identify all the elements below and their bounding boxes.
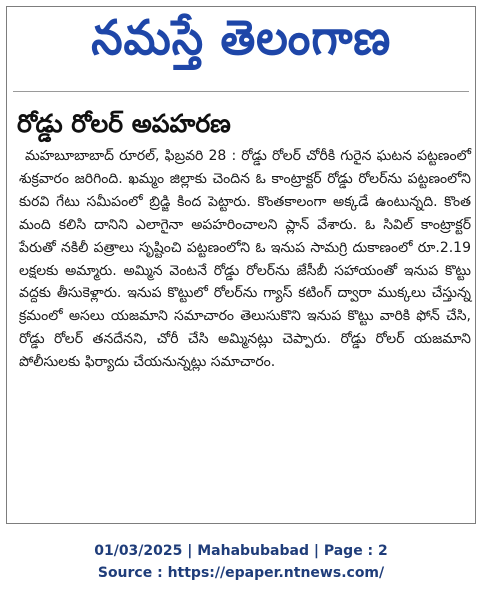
masthead-title: నమస్తే తెలంగాణ bbox=[91, 10, 391, 66]
footer-date-edition: 01/03/2025 | Mahabubabad | Page : 2 bbox=[94, 543, 388, 559]
footer-source: Source : https://epaper.ntnews.com/ bbox=[97, 565, 385, 581]
article-headline: రోడ్డు రోలర్ అపహరణ bbox=[17, 109, 231, 138]
article-body: మహబూబాబాద్ రూరల్, ఫిబ్రవరి 28 : రోడ్డు రోలర్ చోరీకి గురైన ఘటన పట్టణంలో శుక్రవారం జరిగింది. ఖమ్మం జిల్లాకు చెందిన ఓ కాంట్రాక్టర్ రోడ్డు రోలర్‌ను పట్టణంలోని కురవి గేటు సమీపంలో బ్రిడ్జి కింద పెట్టారు. కొంతకాలంగా అక్కడే ఉంటున్నది. కొంత మంది కలిసి దానిని ఎలాగైనా అపహరించాలని ప్లాన్ వేశారు. ఓ సివిల్ కాంట్రాక్టర్ పేరుతో నకిలీ పత్రాలు సృష్టించి పట్టణంలోని ఓ ఇనుప సామగ్రి దుకాణంలో రూ.2.19 లక్షలకు అమ్మారు. అమ్మిన వెంటనే రోడ్డు రోలర్‌ను జేసీబీ సహాయంతో ఇనుప కొట్టు వద్దకు తీసుకెళ్లారు. ఇనుప కొట్టులో రోలర్‌ను గ్యాస్ కటింగ్ ద్వారా ముక్కలు చేస్తున్న క్రమంలో అసలు యజమాని సమాచారం తెలుసుకొని ఇనుప కొట్టు వారికి ఫోన్ చేసి, రోడ్డు రోలర్ తనదేనని, చోరీ చేసి అమ్మినట్లు చెప్పారు. రోడ్డు రోలర్ యజమాని పోలీసులకు ఫిర్యాదు చేయనున్నట్లు సమాచారం. bbox=[19, 148, 471, 371]
masthead-divider bbox=[13, 91, 469, 92]
masthead bbox=[7, 10, 475, 75]
newspaper-clipping bbox=[6, 6, 476, 524]
